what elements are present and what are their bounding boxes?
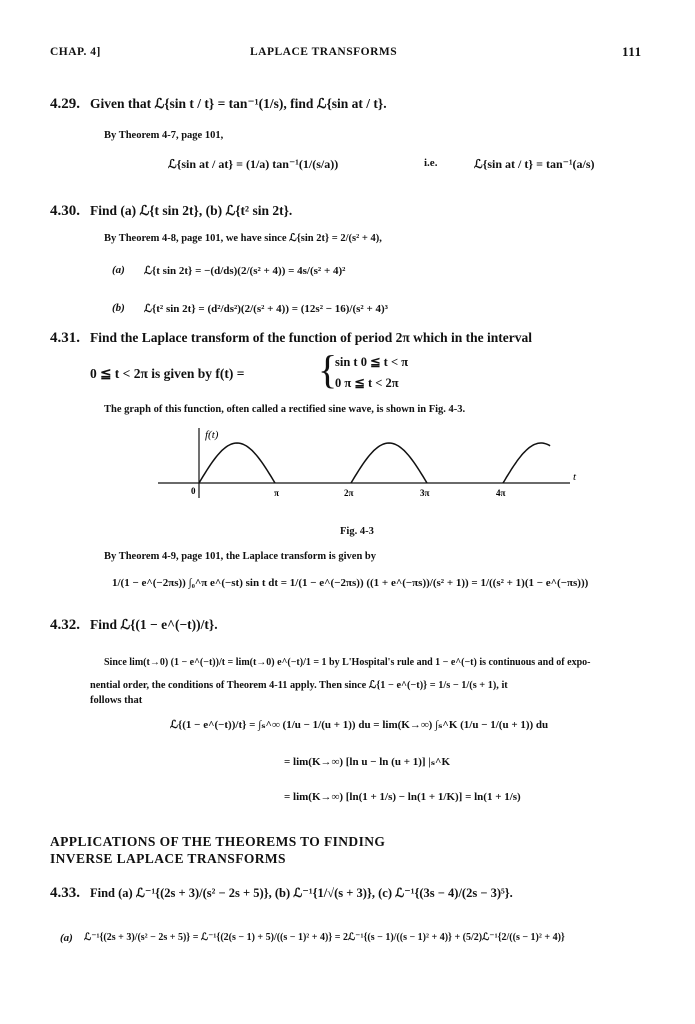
rectified-sine-wave-figure <box>150 420 590 520</box>
problem-4-30-line: By Theorem 4-8, page 101, we have since ℒ{sin 2t} = 2/(s² + 4), <box>104 233 382 244</box>
problem-4-32-line-1: Since lim(t→0) (1 − e^(−t))/t = lim(t→0) e^(−t)/1 = 1 by L'Hospital's rule and 1 − e^(−t) is continuous and of expo- <box>104 657 591 668</box>
problem-4-30-number: 4.30. <box>50 203 80 219</box>
problem-4-31-line-2: By Theorem 4-9, page 101, the Laplace transform is given by <box>104 551 377 562</box>
figure-caption: Fig. 4-3 <box>340 526 374 537</box>
problem-4-31-number: 4.31. <box>50 330 80 346</box>
problem-4-32-line-3: follows that <box>90 695 143 706</box>
running-title: LAPLACE TRANSFORMS <box>250 46 398 58</box>
problem-4-29-number: 4.29. <box>50 96 80 112</box>
problem-4-29-ie: i.e. <box>424 157 438 169</box>
problem-4-33-label-a: (a) <box>60 932 73 944</box>
problem-4-31-statement-2: 0 ≦ t < 2π is given by f(t) = <box>90 366 245 381</box>
tick-label-pi: π <box>274 488 279 498</box>
problem-4-32-equation-3: = lim(K→∞) [ln(1 + 1/s) − ln(1 + 1/K)] = ln(1 + 1/s) <box>284 791 521 803</box>
problem-4-31-statement-1: Find the Laplace transform of the function of period 2π which in the interval <box>90 330 533 345</box>
figure-y-label: f(t) <box>205 429 219 441</box>
problem-4-32-statement: Find ℒ{(1 − e^(−t))/t}. <box>90 617 218 632</box>
problem-4-31-line-1: The graph of this function, often called a rectified sine wave, is shown in Fig. 4-3. <box>104 404 466 415</box>
problem-4-29-equation-2: ℒ{sin at / t} = tan⁻¹(a/s) <box>474 157 595 171</box>
rectified-sine-curve <box>199 443 550 483</box>
problem-4-33-equation-a: ℒ⁻¹{(2s + 3)/(s² − 2s + 5)} = ℒ⁻¹{(2(s − 1) + 5)/((s − 1)² + 4)} = 2ℒ⁻¹{(s − 1)/((s − 1)² + 4)} + (5/2)ℒ⁻¹{2/((s − 1)² + 4)} <box>84 932 565 943</box>
problem-4-30-equation-b: ℒ{t² sin 2t} = (d²/ds²)(2/(s² + 4)) = (12s² − 16)/(s² + 4)³ <box>144 303 388 315</box>
problem-4-30-label-a: (a) <box>112 264 125 276</box>
piecewise-case-1: sin t 0 ≦ t < π <box>335 355 409 369</box>
page-number: 111 <box>622 44 642 59</box>
problem-4-30-equation-a: ℒ{t sin 2t} = −(d/ds)(2/(s² + 4)) = 4s/(s² + 4)² <box>144 265 346 277</box>
problem-4-33-statement: Find (a) ℒ⁻¹{(2s + 3)/(s² − 2s + 5)}, (b) ℒ⁻¹{1/√(s + 3)}, (c) ℒ⁻¹{(3s − 4)/(2s − 3)⁵}. <box>90 886 513 900</box>
figure-x-label: t <box>573 471 577 483</box>
section-heading-line-2: INVERSE LAPLACE TRANSFORMS <box>50 851 286 866</box>
tick-label-3pi: 3π <box>420 488 430 498</box>
problem-4-31-equation: 1/(1 − e^(−2πs)) ∫₀^π e^(−st) sin t dt = 1/(1 − e^(−2πs)) ((1 + e^(−πs))/(s² + 1)) = 1/((s² + 1)(1 − e^(−πs))) <box>112 577 589 589</box>
piecewise-case-2: 0 π ≦ t < 2π <box>335 376 399 390</box>
chapter-label: CHAP. 4] <box>50 46 101 58</box>
problem-4-33-number: 4.33. <box>50 885 80 901</box>
problem-4-29-equation-1: ℒ{sin at / at} = (1/a) tan⁻¹(1/(s/a)) <box>168 157 339 171</box>
problem-4-32-equation-1: ℒ{(1 − e^(−t))/t} = ∫ₛ^∞ (1/u − 1/(u + 1)) du = lim(K→∞) ∫ₛ^K (1/u − 1/(u + 1)) du <box>170 719 549 731</box>
left-brace: { <box>318 347 338 392</box>
tick-label-2pi: 2π <box>344 488 354 498</box>
problem-4-32-equation-2: = lim(K→∞) [ln u − ln (u + 1)] |ₛ^K <box>284 756 450 768</box>
section-heading-line-1: APPLICATIONS OF THE THEOREMS TO FINDING <box>50 834 386 849</box>
problem-4-32-number: 4.32. <box>50 617 80 633</box>
problem-4-30-label-b: (b) <box>112 302 125 314</box>
problem-4-30-statement: Find (a) ℒ{t sin 2t}, (b) ℒ{t² sin 2t}. <box>90 203 293 218</box>
problem-4-32-line-2: nential order, the conditions of Theorem 4-11 apply. Then since ℒ{1 − e^(−t)} = 1/s − 1/(s + 1), it <box>90 680 508 691</box>
problem-4-29-line: By Theorem 4-7, page 101, <box>104 130 224 141</box>
problem-4-29-statement: Given that ℒ{sin t / t} = tan⁻¹(1/s), find ℒ{sin at / t}. <box>90 96 387 111</box>
tick-label-0: 0 <box>191 486 196 496</box>
tick-label-4pi: 4π <box>496 488 506 498</box>
